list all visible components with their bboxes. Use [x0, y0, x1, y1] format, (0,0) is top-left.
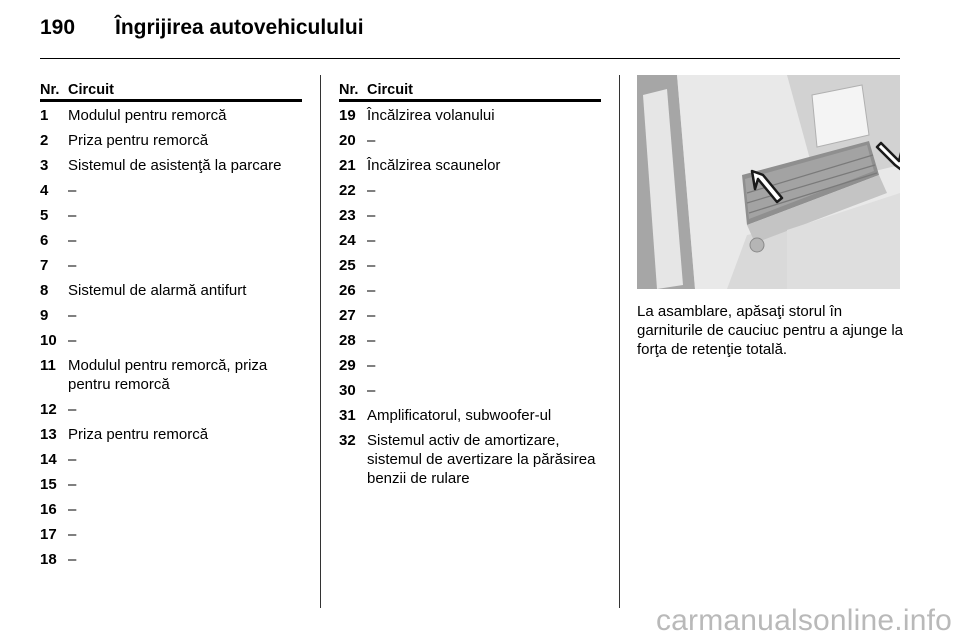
table-row [40, 400, 302, 419]
fuse-number: 10 [40, 332, 57, 349]
fuse-number: 19 [339, 107, 356, 124]
table-row [40, 281, 302, 300]
circuit-name: – [68, 182, 77, 199]
circuit-name: Sistemul de asistenţă la parcare [68, 157, 282, 174]
table-row [40, 106, 302, 125]
table-row [339, 406, 601, 425]
table-row [40, 425, 302, 444]
table-row [339, 281, 601, 300]
fuse-number: 16 [40, 501, 57, 518]
table-row [339, 156, 601, 175]
fuse-table-right [339, 82, 601, 494]
table-row [40, 550, 302, 569]
circuit-name: – [68, 207, 77, 224]
fuse-number: 11 [40, 357, 56, 374]
column-header-circuit: Circuit [367, 82, 413, 98]
circuit-name: Încălzirea volanului [367, 107, 495, 124]
circuit-name: Sistemul activ de amortizare, sistemul de avertizare la părăsirea benzii de rulare [367, 432, 596, 487]
circuit-name: – [367, 207, 376, 224]
table-row [339, 356, 601, 375]
page-title: Îngrijirea autovehiculului [115, 16, 364, 39]
circuit-name: – [68, 501, 77, 518]
circuit-name: – [68, 232, 77, 249]
table-body [40, 106, 302, 569]
fuse-number: 6 [40, 232, 49, 249]
fuse-number: 28 [339, 332, 356, 349]
circuit-name: – [367, 307, 376, 324]
circuit-name: – [68, 307, 77, 324]
column-divider [619, 75, 620, 608]
circuit-name: – [367, 232, 376, 249]
table-row [40, 450, 302, 469]
fuse-number: 15 [40, 476, 57, 493]
table-row [40, 131, 302, 150]
page-number: 190 [40, 16, 76, 39]
table-row [40, 156, 302, 175]
table-row [339, 431, 601, 488]
table-row [339, 231, 601, 250]
table-header-rule [40, 99, 302, 102]
fuse-number: 13 [40, 426, 57, 443]
table-row [339, 131, 601, 150]
table-row [40, 356, 302, 394]
circuit-name: – [68, 451, 77, 468]
header-divider [40, 58, 900, 59]
fuse-number: 27 [339, 307, 356, 324]
table-row [40, 206, 302, 225]
circuit-name: Priza pentru remorcă [68, 132, 209, 149]
table-row [339, 181, 601, 200]
fuse-number: 5 [40, 207, 49, 224]
fuse-number: 9 [40, 307, 49, 324]
table-row [40, 231, 302, 250]
circuit-name: – [367, 332, 376, 349]
circuit-name: Sistemul de alarmă antifurt [68, 282, 247, 299]
circuit-name: – [367, 357, 376, 374]
circuit-name: – [367, 182, 376, 199]
circuit-name: – [367, 282, 376, 299]
trunk-cover-illustration [637, 75, 900, 289]
circuit-name: Încălzirea scaunelor [367, 157, 501, 174]
fuse-number: 20 [339, 132, 356, 149]
circuit-name: Priza pentru remorcă [68, 426, 209, 443]
circuit-name: Modulul pentru remorcă [68, 107, 227, 124]
fuse-number: 30 [339, 382, 356, 399]
fuse-number: 3 [40, 157, 49, 174]
column-header-nr: Nr. [339, 82, 359, 98]
fuse-number: 31 [339, 407, 356, 424]
table-row [40, 525, 302, 544]
fuse-table-left [40, 82, 302, 575]
fuse-number: 24 [339, 232, 356, 249]
circuit-name: Modulul pentru remorcă, priza pentru remorcă [68, 357, 268, 393]
figure-caption: La asamblare, apăsaţi storul în garniturile de cauciuc pentru a ajunge la forţa de retenţie totală. [637, 303, 904, 358]
column-header-circuit: Circuit [68, 82, 114, 98]
table-row [40, 475, 302, 494]
circuit-name: – [68, 257, 77, 274]
fuse-number: 22 [339, 182, 356, 199]
circuit-name: – [68, 401, 77, 418]
circuit-name: – [68, 476, 77, 493]
column-divider [320, 75, 321, 608]
fuse-number: 26 [339, 282, 356, 299]
fuse-number: 12 [40, 401, 57, 418]
table-row [339, 256, 601, 275]
table-row [40, 500, 302, 519]
fuse-number: 23 [339, 207, 356, 224]
circuit-name: – [367, 132, 376, 149]
fuse-number: 1 [40, 107, 49, 124]
table-row [339, 106, 601, 125]
circuit-name: – [367, 382, 376, 399]
circuit-name: – [367, 257, 376, 274]
table-header-rule [339, 99, 601, 102]
table-row [40, 331, 302, 350]
fuse-number: 21 [339, 157, 356, 174]
table-row [339, 381, 601, 400]
fuse-number: 32 [339, 432, 356, 449]
table-row [40, 256, 302, 275]
table-row [339, 331, 601, 350]
fuse-number: 17 [40, 526, 57, 543]
watermark: carmanualsonline.info [655, 604, 952, 637]
circuit-name: – [68, 332, 77, 349]
circuit-name: – [68, 526, 77, 543]
fuse-number: 25 [339, 257, 356, 274]
fuse-number: 18 [40, 551, 57, 568]
table-header [339, 82, 601, 98]
fuse-number: 7 [40, 257, 49, 274]
fuse-number: 2 [40, 132, 49, 149]
fuse-number: 4 [40, 182, 49, 199]
page-header [40, 16, 364, 46]
table-row [339, 306, 601, 325]
table-header [40, 82, 302, 98]
fuse-number: 29 [339, 357, 356, 374]
table-body [339, 106, 601, 488]
circuit-name: Amplificatorul, subwoofer-ul [367, 407, 552, 424]
table-row [40, 181, 302, 200]
table-row [339, 206, 601, 225]
table-row [40, 306, 302, 325]
column-header-nr: Nr. [40, 82, 60, 98]
fuse-number: 14 [40, 451, 57, 468]
circuit-name: – [68, 551, 77, 568]
fuse-number: 8 [40, 282, 49, 299]
